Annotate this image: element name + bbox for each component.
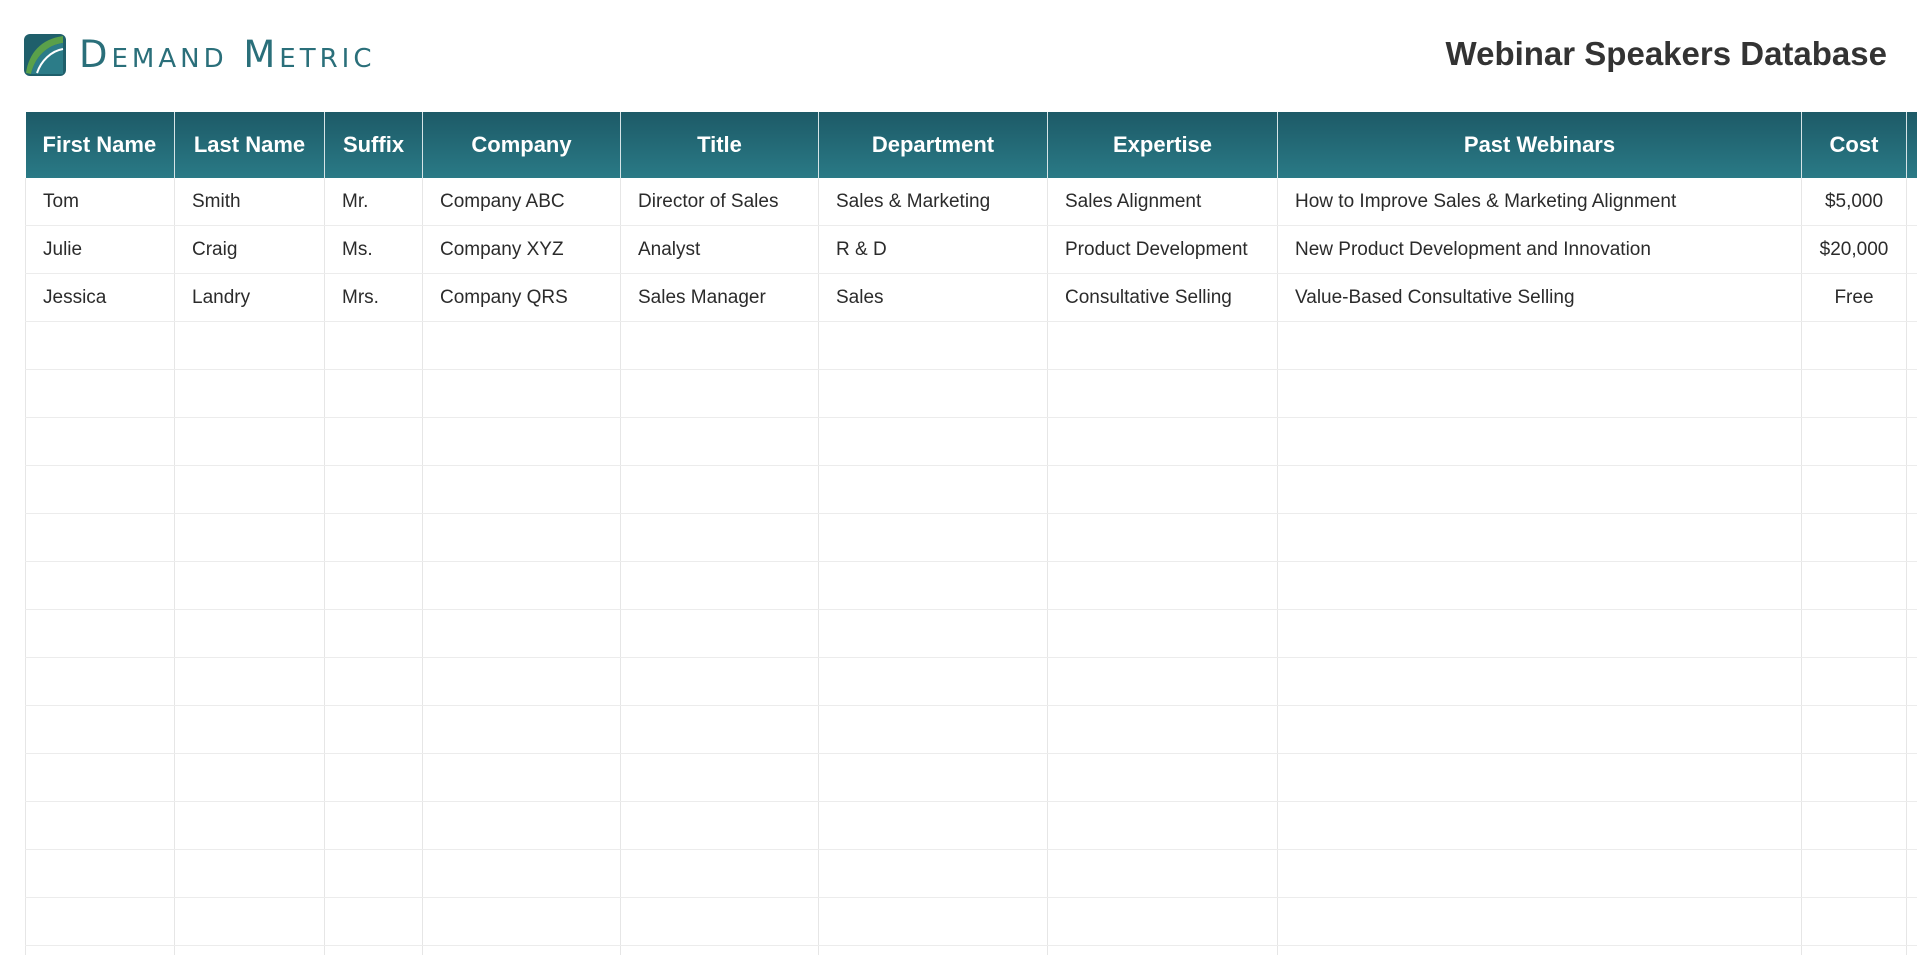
column-header-extra[interactable] (1907, 112, 1917, 178)
cell-company[interactable] (423, 898, 621, 946)
cell-company[interactable] (423, 946, 621, 955)
cell-first-name[interactable] (26, 322, 175, 370)
column-header-last-name[interactable]: Last Name (175, 112, 325, 178)
cell-extra[interactable] (1907, 946, 1917, 955)
speakers-table (25, 112, 1917, 955)
column-header-department[interactable]: Department (819, 112, 1048, 178)
cell-cost[interactable] (1802, 754, 1907, 802)
cell-extra[interactable] (1907, 850, 1917, 898)
cell-first-name[interactable] (26, 706, 175, 754)
cell-past-webinars[interactable] (1278, 322, 1802, 370)
page-title: Webinar Speakers Database (1445, 35, 1887, 72)
cell-suffix[interactable]: Ms. (325, 226, 423, 274)
cell-last-name[interactable] (175, 898, 325, 946)
cell-last-name[interactable]: Landry (175, 274, 325, 322)
column-header-suffix[interactable]: Suffix (325, 112, 423, 178)
cell-first-name[interactable] (26, 802, 175, 850)
cell-company[interactable]: Company XYZ (423, 226, 621, 274)
cell-cost[interactable]: Free (1802, 274, 1907, 322)
cell-title[interactable] (621, 658, 819, 706)
cell-title[interactable] (621, 898, 819, 946)
cell-first-name[interactable] (26, 946, 175, 955)
cell-title[interactable] (621, 562, 819, 610)
column-header-cost[interactable]: Cost (1802, 112, 1907, 178)
cell-past-webinars[interactable] (1278, 562, 1802, 610)
cell-suffix[interactable] (325, 898, 423, 946)
cell-expertise[interactable]: Sales Alignment (1048, 178, 1278, 226)
cell-last-name[interactable] (175, 514, 325, 562)
cell-title[interactable] (621, 946, 819, 955)
cell-company[interactable] (423, 418, 621, 466)
cell-past-webinars[interactable] (1278, 802, 1802, 850)
cell-extra[interactable] (1907, 706, 1917, 754)
cell-department[interactable] (819, 466, 1048, 514)
table-row (26, 754, 1917, 802)
cell-past-webinars[interactable] (1278, 370, 1802, 418)
cell-company[interactable] (423, 466, 621, 514)
cell-expertise[interactable]: Product Development (1048, 226, 1278, 274)
table-row (26, 226, 1917, 274)
table-row (26, 802, 1917, 850)
cell-title[interactable] (621, 754, 819, 802)
cell-extra[interactable] (1907, 562, 1917, 610)
cell-last-name[interactable] (175, 418, 325, 466)
cell-cost[interactable] (1802, 466, 1907, 514)
table-row (26, 370, 1917, 418)
cell-suffix[interactable] (325, 466, 423, 514)
cell-past-webinars[interactable] (1278, 466, 1802, 514)
cell-expertise[interactable] (1048, 514, 1278, 562)
cell-first-name[interactable] (26, 610, 175, 658)
cell-cost[interactable] (1802, 610, 1907, 658)
cell-cost[interactable] (1802, 514, 1907, 562)
column-header-title[interactable]: Title (621, 112, 819, 178)
cell-last-name[interactable] (175, 802, 325, 850)
cell-past-webinars[interactable] (1278, 754, 1802, 802)
cell-title[interactable] (621, 514, 819, 562)
cell-first-name[interactable]: Julie (26, 226, 175, 274)
cell-first-name[interactable] (26, 898, 175, 946)
cell-department[interactable] (819, 418, 1048, 466)
cell-last-name[interactable] (175, 322, 325, 370)
cell-first-name[interactable] (26, 418, 175, 466)
cell-cost[interactable] (1802, 322, 1907, 370)
cell-expertise[interactable] (1048, 418, 1278, 466)
cell-expertise[interactable] (1048, 658, 1278, 706)
table-body (26, 178, 1917, 955)
table-row (26, 274, 1917, 322)
cell-department[interactable] (819, 706, 1048, 754)
cell-suffix[interactable] (325, 802, 423, 850)
cell-expertise[interactable] (1048, 706, 1278, 754)
cell-company[interactable]: Company QRS (423, 274, 621, 322)
cell-title[interactable] (621, 802, 819, 850)
cell-cost[interactable] (1802, 850, 1907, 898)
cell-first-name[interactable] (26, 562, 175, 610)
cell-expertise[interactable] (1048, 562, 1278, 610)
cell-company[interactable] (423, 514, 621, 562)
cell-company[interactable] (423, 370, 621, 418)
cell-company[interactable] (423, 706, 621, 754)
cell-department[interactable] (819, 658, 1048, 706)
table-row (26, 178, 1917, 226)
cell-extra[interactable] (1907, 658, 1917, 706)
page-header (0, 0, 1917, 110)
cell-past-webinars[interactable] (1278, 610, 1802, 658)
cell-suffix[interactable] (325, 754, 423, 802)
cell-suffix[interactable]: Mr. (325, 178, 423, 226)
cell-company[interactable] (423, 754, 621, 802)
cell-department[interactable] (819, 754, 1048, 802)
table-row (26, 610, 1917, 658)
cell-last-name[interactable]: Smith (175, 178, 325, 226)
cell-extra[interactable] (1907, 274, 1917, 322)
column-header-past-webinars[interactable]: Past Webinars (1278, 112, 1802, 178)
table-row (26, 898, 1917, 946)
cell-expertise[interactable] (1048, 610, 1278, 658)
cell-extra[interactable] (1907, 226, 1917, 274)
table-row (26, 658, 1917, 706)
cell-last-name[interactable] (175, 754, 325, 802)
cell-department[interactable] (819, 562, 1048, 610)
table-row (26, 946, 1917, 955)
cell-last-name[interactable] (175, 610, 325, 658)
table-row (26, 514, 1917, 562)
cell-past-webinars[interactable] (1278, 658, 1802, 706)
table-row (26, 418, 1917, 466)
cell-department[interactable]: R & D (819, 226, 1048, 274)
cell-extra[interactable] (1907, 322, 1917, 370)
cell-first-name[interactable]: Jessica (26, 274, 175, 322)
table-row (26, 466, 1917, 514)
brand-logo (23, 33, 376, 77)
cell-title[interactable]: Analyst (621, 226, 819, 274)
cell-cost[interactable] (1802, 370, 1907, 418)
cell-suffix[interactable] (325, 418, 423, 466)
cell-department[interactable] (819, 322, 1048, 370)
speakers-table-container (25, 112, 1917, 955)
cell-first-name[interactable] (26, 754, 175, 802)
cell-expertise[interactable] (1048, 850, 1278, 898)
cell-extra[interactable] (1907, 898, 1917, 946)
table-header-row (26, 112, 1917, 178)
cell-suffix[interactable] (325, 610, 423, 658)
cell-last-name[interactable] (175, 466, 325, 514)
cell-past-webinars[interactable]: How to Improve Sales & Marketing Alignment (1278, 178, 1802, 226)
cell-title[interactable] (621, 706, 819, 754)
cell-first-name[interactable] (26, 514, 175, 562)
cell-past-webinars[interactable] (1278, 946, 1802, 955)
cell-first-name[interactable] (26, 466, 175, 514)
cell-past-webinars[interactable] (1278, 706, 1802, 754)
cell-expertise[interactable] (1048, 466, 1278, 514)
cell-cost[interactable] (1802, 898, 1907, 946)
cell-expertise[interactable]: Consultative Selling (1048, 274, 1278, 322)
cell-expertise[interactable] (1048, 322, 1278, 370)
table-row (26, 706, 1917, 754)
cell-title[interactable]: Director of Sales (621, 178, 819, 226)
cell-suffix[interactable] (325, 850, 423, 898)
cell-title[interactable] (621, 466, 819, 514)
cell-past-webinars[interactable]: New Product Development and Innovation (1278, 226, 1802, 274)
cell-expertise[interactable] (1048, 898, 1278, 946)
cell-department[interactable]: Sales (819, 274, 1048, 322)
cell-title[interactable] (621, 322, 819, 370)
cell-company[interactable] (423, 610, 621, 658)
cell-cost[interactable] (1802, 802, 1907, 850)
cell-past-webinars[interactable] (1278, 850, 1802, 898)
cell-company[interactable] (423, 850, 621, 898)
cell-expertise[interactable] (1048, 946, 1278, 955)
cell-past-webinars[interactable] (1278, 418, 1802, 466)
cell-extra[interactable] (1907, 466, 1917, 514)
cell-title[interactable] (621, 610, 819, 658)
cell-expertise[interactable] (1048, 370, 1278, 418)
cell-last-name[interactable] (175, 562, 325, 610)
cell-expertise[interactable] (1048, 754, 1278, 802)
cell-suffix[interactable] (325, 370, 423, 418)
cell-last-name[interactable] (175, 850, 325, 898)
cell-department[interactable] (819, 898, 1048, 946)
cell-extra[interactable] (1907, 178, 1917, 226)
cell-last-name[interactable] (175, 706, 325, 754)
cell-cost[interactable] (1802, 946, 1907, 955)
cell-department[interactable] (819, 514, 1048, 562)
cell-cost[interactable]: $5,000 (1802, 178, 1907, 226)
cell-department[interactable] (819, 370, 1048, 418)
cell-extra[interactable] (1907, 802, 1917, 850)
cell-suffix[interactable]: Mrs. (325, 274, 423, 322)
cell-cost[interactable]: $20,000 (1802, 226, 1907, 274)
cell-first-name[interactable]: Tom (26, 178, 175, 226)
cell-extra[interactable] (1907, 610, 1917, 658)
cell-last-name[interactable]: Craig (175, 226, 325, 274)
cell-past-webinars[interactable] (1278, 898, 1802, 946)
cell-title[interactable] (621, 418, 819, 466)
cell-company[interactable] (423, 562, 621, 610)
cell-department[interactable] (819, 850, 1048, 898)
cell-last-name[interactable] (175, 370, 325, 418)
table-row (26, 562, 1917, 610)
cell-cost[interactable] (1802, 658, 1907, 706)
cell-expertise[interactable] (1048, 802, 1278, 850)
cell-department[interactable]: Sales & Marketing (819, 178, 1048, 226)
cell-cost[interactable] (1802, 418, 1907, 466)
cell-first-name[interactable] (26, 850, 175, 898)
cell-extra[interactable] (1907, 514, 1917, 562)
column-header-expertise[interactable]: Expertise (1048, 112, 1278, 178)
cell-cost[interactable] (1802, 706, 1907, 754)
cell-suffix[interactable] (325, 658, 423, 706)
brand-name: Demand Metric (79, 33, 376, 76)
cell-last-name[interactable] (175, 658, 325, 706)
cell-suffix[interactable] (325, 322, 423, 370)
cell-cost[interactable] (1802, 562, 1907, 610)
cell-first-name[interactable] (26, 658, 175, 706)
cell-extra[interactable] (1907, 754, 1917, 802)
cell-suffix[interactable] (325, 562, 423, 610)
column-header-first-name[interactable]: First Name (26, 112, 175, 178)
cell-title[interactable] (621, 850, 819, 898)
cell-company[interactable] (423, 802, 621, 850)
table-row (26, 850, 1917, 898)
cell-suffix[interactable] (325, 946, 423, 955)
cell-suffix[interactable] (325, 706, 423, 754)
cell-department[interactable] (819, 802, 1048, 850)
demand-metric-logo-icon (23, 33, 67, 77)
cell-past-webinars[interactable] (1278, 514, 1802, 562)
cell-title[interactable] (621, 370, 819, 418)
cell-company[interactable] (423, 658, 621, 706)
cell-department[interactable] (819, 610, 1048, 658)
cell-department[interactable] (819, 946, 1048, 955)
column-header-company[interactable]: Company (423, 112, 621, 178)
cell-last-name[interactable] (175, 946, 325, 955)
cell-company[interactable]: Company ABC (423, 178, 621, 226)
cell-past-webinars[interactable]: Value-Based Consultative Selling (1278, 274, 1802, 322)
cell-extra[interactable] (1907, 418, 1917, 466)
cell-suffix[interactable] (325, 514, 423, 562)
table-row (26, 322, 1917, 370)
cell-title[interactable]: Sales Manager (621, 274, 819, 322)
cell-company[interactable] (423, 322, 621, 370)
cell-first-name[interactable] (26, 370, 175, 418)
cell-extra[interactable] (1907, 370, 1917, 418)
